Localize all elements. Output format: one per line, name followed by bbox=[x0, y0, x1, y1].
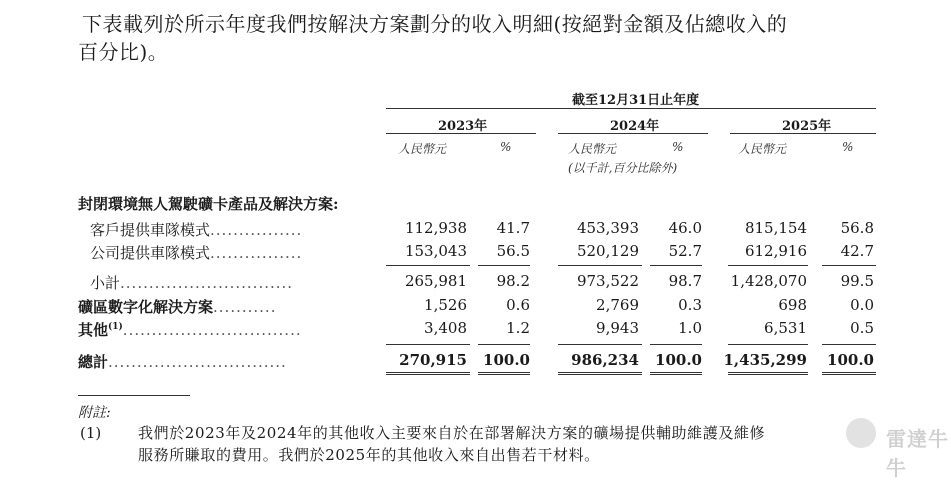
subtotal-rule-2025-pct bbox=[822, 265, 876, 266]
cell-r5-rmb2025: 1,435,299 bbox=[723, 351, 807, 369]
cell-r3-rmb2024: 2,769 bbox=[596, 296, 639, 314]
unit-note: (以千計,百分比除外) bbox=[568, 161, 678, 175]
cell-r1-rmb2024: 520,129 bbox=[576, 242, 639, 260]
cell-r2-rmb2024: 973,522 bbox=[576, 272, 639, 290]
subtotal-rule-2024-rmb bbox=[558, 265, 642, 266]
year-rule-2025 bbox=[730, 133, 876, 134]
cell-r0-rmb2023: 112,938 bbox=[404, 219, 467, 237]
total-rule-2024-pct bbox=[650, 344, 702, 345]
year-2025: 2025年 bbox=[782, 119, 832, 134]
cell-r2-rmb2025: 1,428,070 bbox=[730, 272, 807, 290]
cell-r2-pct2023: 98.2 bbox=[496, 272, 530, 290]
cell-r3-pct2023: 0.6 bbox=[506, 296, 530, 314]
cell-r5-pct2023: 100.0 bbox=[483, 351, 530, 369]
subtotal-rule-2023-rmb bbox=[386, 265, 470, 266]
grand-rule-2025-pct bbox=[822, 372, 876, 375]
unit-pct-2023: % bbox=[500, 140, 512, 154]
cell-r1-pct2024: 52.7 bbox=[668, 242, 702, 260]
cell-r2-pct2024: 98.7 bbox=[668, 272, 702, 290]
period-rule bbox=[386, 108, 876, 109]
cell-r0-pct2024: 46.0 bbox=[668, 219, 702, 237]
unit-pct-2024: % bbox=[672, 140, 684, 154]
year-rule-2023 bbox=[386, 133, 536, 134]
cell-r1-rmb2023: 153,043 bbox=[404, 242, 467, 260]
note-1-index: (1) bbox=[80, 424, 102, 442]
row-1-label: 公司提供車隊模式 bbox=[90, 244, 211, 262]
cell-r4-pct2023: 1.2 bbox=[506, 319, 530, 337]
row-4-label: 其他 bbox=[78, 321, 109, 339]
cell-r0-rmb2024: 453,393 bbox=[576, 219, 639, 237]
cell-r3-pct2025: 0.0 bbox=[850, 296, 874, 314]
row-5-label: 總計 bbox=[78, 353, 109, 371]
cell-r5-pct2025: 100.0 bbox=[827, 351, 874, 369]
cell-r1-rmb2025: 612,916 bbox=[744, 242, 807, 260]
row-4-footnote: (1) bbox=[108, 322, 123, 332]
cell-r0-pct2023: 41.7 bbox=[496, 219, 530, 237]
grand-rule-2025-rmb bbox=[728, 372, 808, 375]
row-label-total: 總計............................... bbox=[78, 353, 287, 371]
subtotal-rule-2024-pct bbox=[650, 265, 702, 266]
total-rule-2023-rmb bbox=[386, 344, 470, 345]
row-label-customer-fleet: 客戶提供車隊模式................ bbox=[90, 221, 303, 239]
total-rule-2025-pct bbox=[822, 344, 876, 345]
row-label-other: 其他$^{(1)}$............................... bbox=[78, 321, 302, 339]
cell-r4-pct2024: 1.0 bbox=[678, 319, 702, 337]
cell-r5-pct2024: 100.0 bbox=[655, 351, 702, 369]
note-1-text bbox=[138, 422, 938, 466]
row-0-label: 客戶提供車隊模式 bbox=[90, 221, 211, 239]
year-rule-2024 bbox=[558, 133, 708, 134]
unit-pct-2025: % bbox=[842, 140, 854, 154]
total-rule-2024-rmb bbox=[558, 344, 642, 345]
year-2024: 2024年 bbox=[610, 119, 660, 134]
note-1-line-1: 我們於2023年及2024年的其他收入主要來自於在部署解決方案的礦場提供輔助維護及維修 bbox=[138, 424, 766, 442]
notes-divider bbox=[78, 395, 190, 396]
row-3-label: 礦區數字化解決方案 bbox=[78, 298, 214, 316]
unit-rmb-2023: 人民幣元 bbox=[398, 142, 447, 156]
row-label-digital: 礦區數字化解決方案........... bbox=[78, 298, 277, 316]
cell-r4-rmb2024: 9,943 bbox=[596, 319, 639, 337]
row-label-subtotal: 小計.............................. bbox=[90, 274, 294, 292]
cell-r4-rmb2025: 6,531 bbox=[764, 319, 807, 337]
grand-rule-2024-rmb bbox=[558, 372, 642, 375]
unit-rmb-2025: 人民幣元 bbox=[738, 142, 787, 156]
cell-r3-rmb2025: 698 bbox=[778, 296, 807, 314]
row-label-company-fleet: 公司提供車隊模式................ bbox=[90, 244, 303, 262]
cell-r1-pct2023: 56.5 bbox=[496, 242, 530, 260]
cell-r0-pct2025: 56.8 bbox=[840, 219, 874, 237]
cell-r0-rmb2025: 815,154 bbox=[744, 219, 807, 237]
total-rule-2025-rmb bbox=[728, 344, 808, 345]
grand-rule-2023-rmb bbox=[386, 372, 470, 375]
note-1-line-2: 服務所賺取的費用。我們於2025年的其他收入來自出售若干材料。 bbox=[138, 446, 600, 464]
cell-r5-rmb2024: 986,234 bbox=[571, 351, 639, 369]
cell-r2-rmb2023: 265,981 bbox=[404, 272, 467, 290]
cell-r1-pct2025: 42.7 bbox=[840, 242, 874, 260]
cell-r3-rmb2023: 1,526 bbox=[424, 296, 467, 314]
watermark-logo bbox=[846, 418, 876, 448]
intro-line-1: 下表載列於所示年度我們按解決方案劃分的收入明細(按絕對金額及佔總收入的 bbox=[82, 12, 788, 36]
intro-line-2: 百分比)。 bbox=[78, 40, 169, 64]
cell-r2-pct2025: 99.5 bbox=[840, 272, 874, 290]
subtotal-rule-2023-pct bbox=[478, 265, 530, 266]
intro-paragraph bbox=[78, 10, 898, 66]
section-header: 封閉環境無人駕駛礦卡產品及解決方案: bbox=[78, 195, 339, 213]
notes-heading: 附註: bbox=[78, 405, 111, 421]
total-rule-2023-pct bbox=[478, 344, 530, 345]
cell-r4-pct2025: 0.5 bbox=[850, 319, 874, 337]
year-2023: 2023年 bbox=[438, 119, 488, 134]
watermark-text: 雷達牛牛 bbox=[886, 427, 949, 480]
cell-r3-pct2024: 0.3 bbox=[678, 296, 702, 314]
unit-rmb-2024: 人民幣元 bbox=[568, 142, 617, 156]
cell-r5-rmb2023: 270,915 bbox=[399, 351, 467, 369]
period-header: 截至12月31日止年度 bbox=[572, 93, 700, 108]
grand-rule-2024-pct bbox=[650, 372, 702, 375]
row-2-label: 小計 bbox=[90, 274, 121, 292]
cell-r4-rmb2023: 3,408 bbox=[424, 319, 467, 337]
subtotal-rule-2025-rmb bbox=[728, 265, 808, 266]
grand-rule-2023-pct bbox=[478, 372, 530, 375]
